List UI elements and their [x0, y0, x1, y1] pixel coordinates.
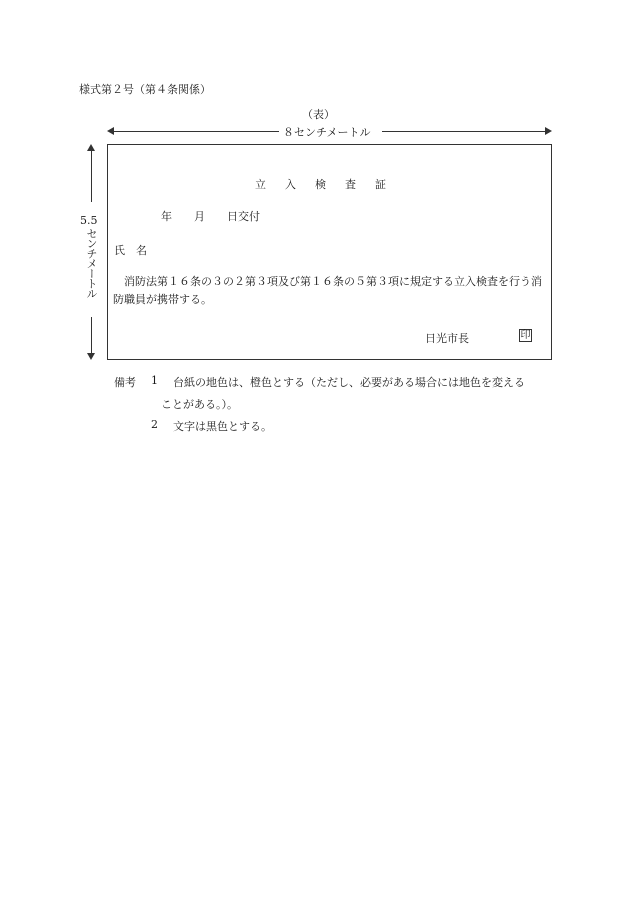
certificate-title: 立入検査証 [255, 178, 405, 191]
dimension-line [382, 131, 548, 132]
arrow-right-icon [545, 127, 552, 135]
dimension-line [111, 131, 279, 132]
dimension-line [91, 150, 92, 202]
signatory: 日光市長 [425, 332, 469, 345]
side-label: （表） [302, 108, 335, 121]
width-dimension [107, 124, 552, 138]
remark-text-continued: ことがある。）。 [161, 398, 238, 411]
name-label: 氏 名 [114, 244, 147, 257]
width-label: ８センチメートル [283, 126, 371, 139]
issue-date-line: 年 月 日交付 [161, 210, 260, 223]
remark-number: 2 [151, 418, 158, 431]
arrow-down-icon [87, 353, 95, 360]
certificate-body: 消防法第１６条の３の２第３項及び第１６条の５第３項に規定する立入検査を行う消防職員が携帯する。 [113, 275, 542, 306]
seal-stamp: 印 [520, 330, 531, 341]
height-number: 5.5 [80, 214, 98, 227]
height-label: センチメートル [80, 228, 102, 298]
remark-text: 台紙の地色は、橙色とする（ただし、必要がある場合には地色を変える [173, 376, 525, 389]
remark-text: 文字は黒色とする。 [173, 420, 272, 433]
dimension-line [91, 317, 92, 354]
remarks-title: 備考 [114, 376, 136, 389]
form-number: 様式第２号（第４条関係） [79, 83, 211, 96]
remark-number: 1 [151, 374, 158, 387]
